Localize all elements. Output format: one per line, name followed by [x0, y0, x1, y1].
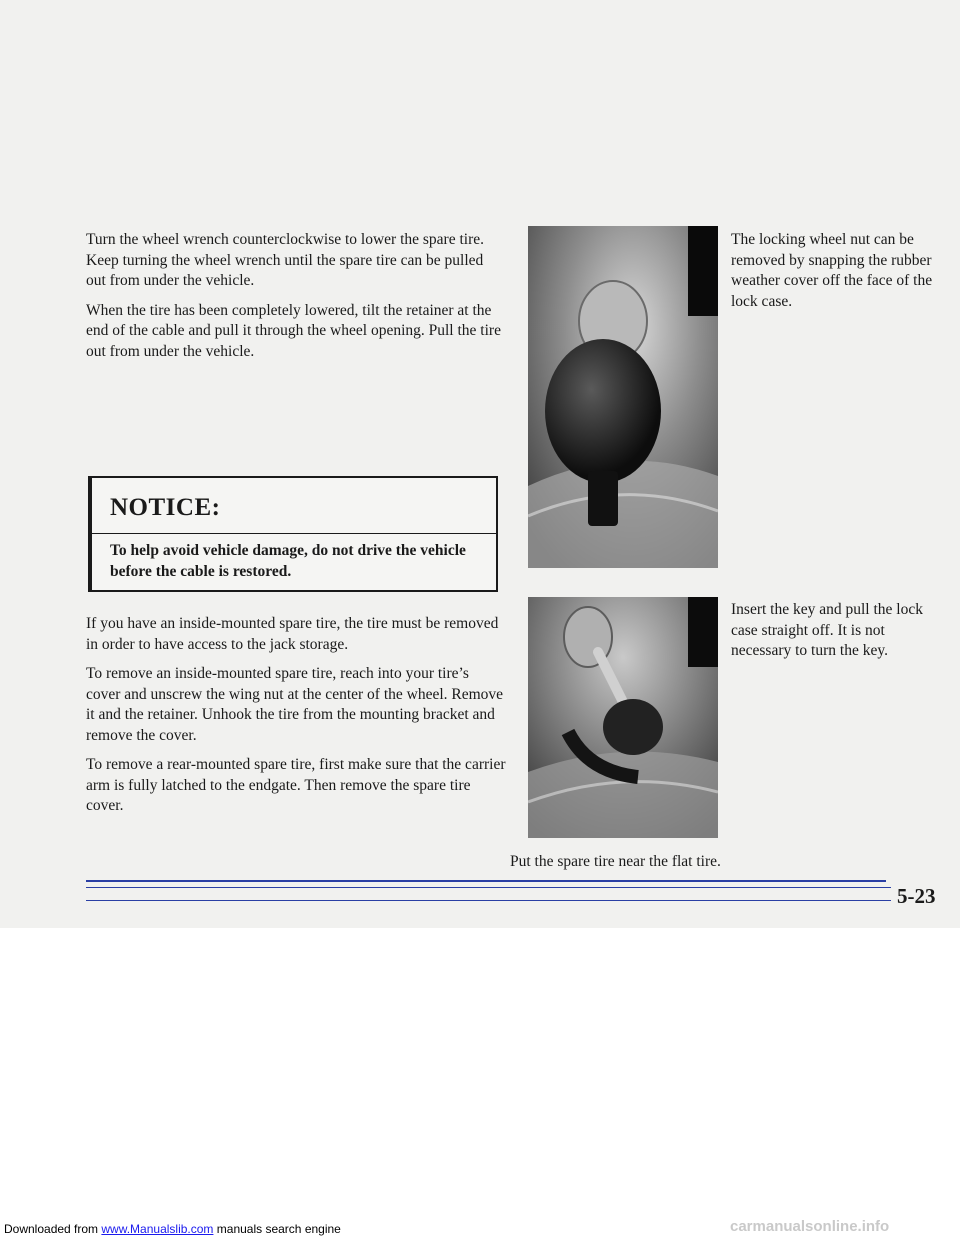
caption-locking-nut: The locking wheel nut can be removed by snapping the rubber weather cover off the face of the lock case. [731, 231, 933, 310]
paragraph-remove-inside: To remove an inside-mounted spare tire, reach into your tire’s cover and unscrew the wing nut at the center of the wheel. Remove it and the retainer. Unhook the tire from the mounting bracket and remove the cover. [86, 665, 504, 744]
footer-rule-thin [86, 900, 891, 901]
lock-case-key-photo [528, 597, 718, 838]
footer-suffix: manuals search engine [213, 1222, 341, 1236]
notice-title: NOTICE: [110, 494, 221, 521]
caption-insert-key: Insert the key and pull the lock case straight off. It is not necessary to turn the key. [731, 601, 923, 659]
paragraph-remove-rear: To remove a rear-mounted spare tire, first make sure that the carrier arm is fully latched to the endgate. Then remove the spare tire cover. [86, 756, 506, 814]
locking-wheel-nut-photo [528, 226, 718, 568]
notice-body: To help avoid vehicle damage, do not drive the vehicle before the cable is restored. [110, 542, 466, 580]
footer-prefix: Downloaded from [4, 1222, 102, 1236]
download-footer [4, 1222, 341, 1236]
left-column-top [86, 230, 506, 371]
left-column-bottom [86, 614, 506, 826]
footer-rule-thick [86, 880, 886, 882]
page-number: 5-23 [897, 884, 936, 908]
put-spare-text: Put the spare tire near the flat tire. [510, 853, 721, 870]
notice-divider [92, 533, 496, 534]
manualslib-link[interactable]: www.Manualslib.com [101, 1222, 214, 1236]
paragraph-inside-mounted: If you have an inside-mounted spare tire, the tire must be removed in order to have access to the jack storage. [86, 615, 499, 653]
notice-box [88, 476, 498, 592]
paragraph-lower-spare: Turn the wheel wrench counterclockwise to lower the spare tire. Keep turning the wheel wrench until the spare tire can be pulled out from under the vehicle. [86, 231, 484, 289]
footer-rule-middle [86, 887, 891, 888]
watermark-text: carmanualsonline.info [730, 1218, 890, 1235]
paragraph-tire-lowered: When the tire has been completely lowered, tilt the retainer at the end of the cable and pull it through the wheel opening. Pull the tire out from under the vehicle. [86, 301, 501, 360]
